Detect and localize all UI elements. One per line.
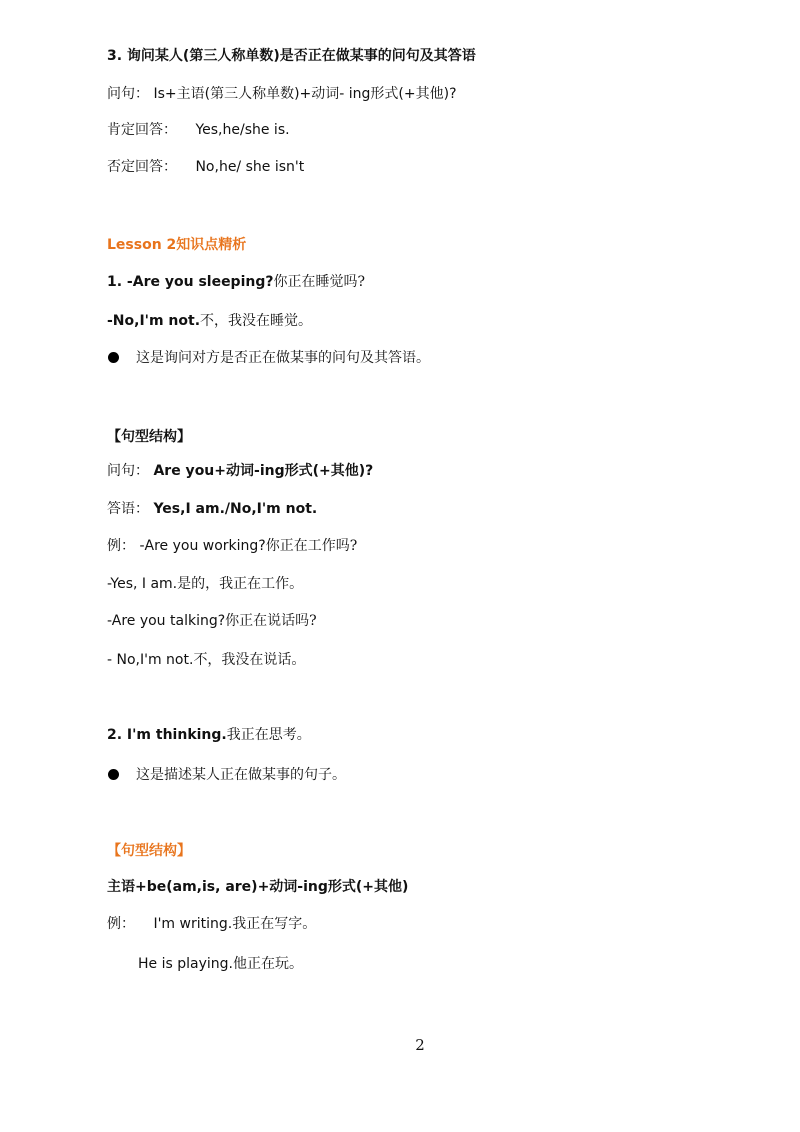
example6-chinese: 他正在玩。 [232, 956, 303, 972]
item1-answer-english: -No,I'm not. [107, 313, 201, 329]
item2-line [107, 725, 311, 745]
example5-chinese: 我正在写字。 [232, 916, 317, 932]
example1-english: -Are you working? [139, 538, 266, 554]
positive-answer-line [107, 120, 290, 140]
bullet-icon [108, 769, 119, 780]
struct2-text: 主语+be(am,is, are)+动词-ing形式(+其他) [107, 879, 409, 895]
question-text: Is+主语(第三人称单数)+动词- ing形式(+其他)? [153, 86, 457, 102]
structure-heading-1: 【句型结构】 [107, 429, 191, 445]
example1-chinese: 你正在工作吗? [265, 538, 358, 554]
item2-english: 2. I'm thinking. [107, 727, 227, 743]
struct-question-label: 问句： [107, 463, 149, 479]
item1-english: 1. -Are you sleeping? [107, 274, 274, 290]
example2-chinese: 是的，我正在工作。 [177, 576, 304, 592]
item2-chinese: 我正在思考。 [226, 727, 311, 743]
example5-line [107, 914, 316, 934]
example2-line [107, 574, 303, 594]
bullet-icon [108, 352, 119, 363]
question-line [107, 84, 457, 104]
struct-answer-text: Yes,I am./No,I'm not. [153, 501, 318, 517]
positive-text: Yes,he/she is. [195, 122, 290, 138]
section3-heading: 3. 询问某人(第三人称单数)是否正在做某事的问句及其答语 [107, 48, 476, 64]
negative-text: No,he/ she isn't [195, 159, 305, 175]
negative-label: 否定回答： [107, 159, 177, 175]
example6-english: He is playing. [138, 956, 233, 972]
item1-answer-chinese: 不，我没在睡觉。 [200, 313, 313, 329]
struct-question-line [107, 461, 373, 481]
item1-chinese: 你正在睡觉吗? [273, 274, 366, 290]
structure-heading-2: 【句型结构】 [107, 843, 191, 859]
page-number: 2 [415, 1036, 425, 1054]
example4-english: - No,I'm not. [107, 652, 194, 668]
struct-answer-line [107, 499, 317, 519]
positive-label: 肯定回答： [107, 122, 177, 138]
example3-chinese: 你正在说话吗? [225, 613, 317, 629]
struct-answer-label: 答语： [107, 501, 149, 517]
example6-line [138, 954, 303, 974]
example1-line [107, 536, 357, 556]
note1: 这是询问对方是否正在做某事的问句及其答语。 [136, 350, 430, 366]
example3-english: -Are you talking? [107, 613, 226, 629]
example4-chinese: 不，我没在说话。 [193, 652, 306, 668]
example3-line [107, 611, 317, 631]
lesson2-title: Lesson 2知识点精析 [107, 237, 247, 253]
example-label: 例： [107, 538, 135, 554]
note2: 这是描述某人正在做某事的句子。 [136, 767, 346, 783]
item1-answer-line [107, 311, 312, 331]
item1-line [107, 272, 365, 292]
negative-answer-line [107, 157, 304, 177]
question-label: 问句： [107, 86, 149, 102]
example2-english: -Yes, I am. [107, 576, 178, 592]
example2-label: 例： [107, 916, 135, 932]
example4-line [107, 650, 305, 670]
example5-english: I'm writing. [153, 916, 233, 932]
struct-question-text: Are you+动词-ing形式(+其他)? [153, 463, 374, 479]
